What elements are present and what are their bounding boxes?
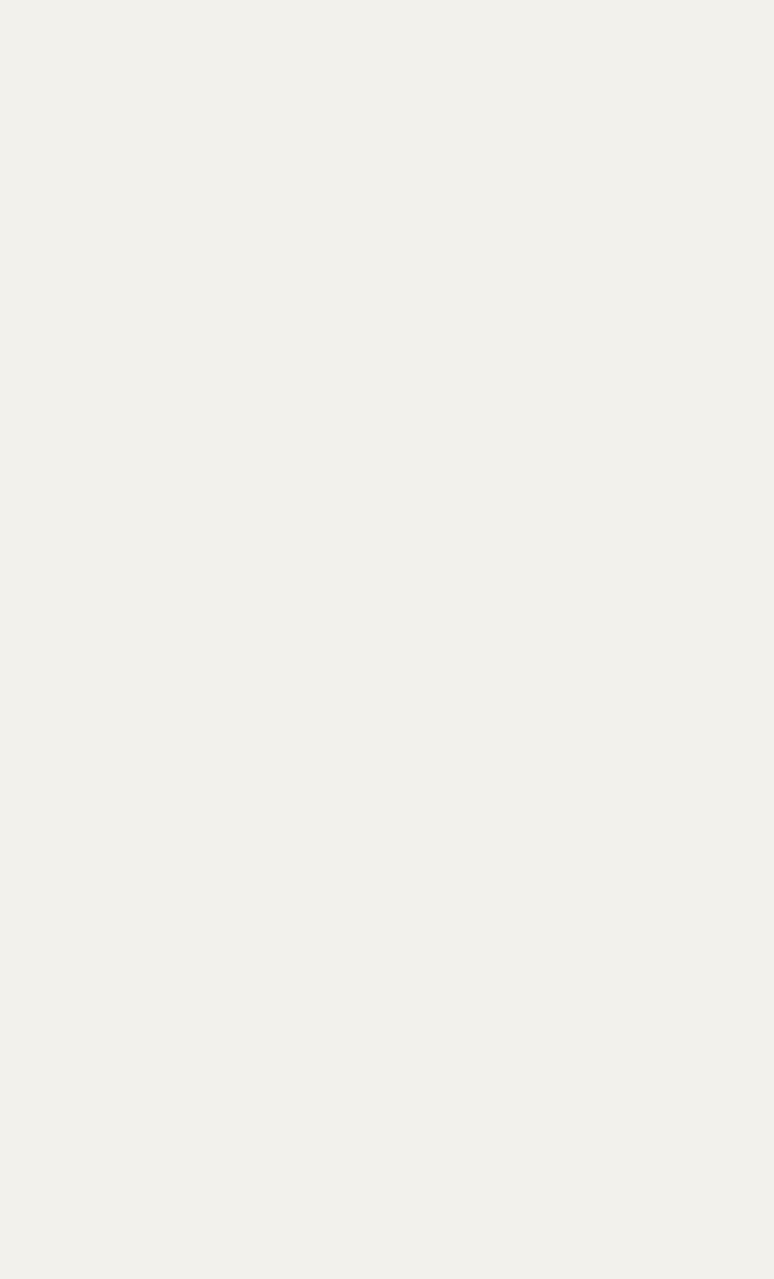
document-page	[10, 8, 774, 14]
